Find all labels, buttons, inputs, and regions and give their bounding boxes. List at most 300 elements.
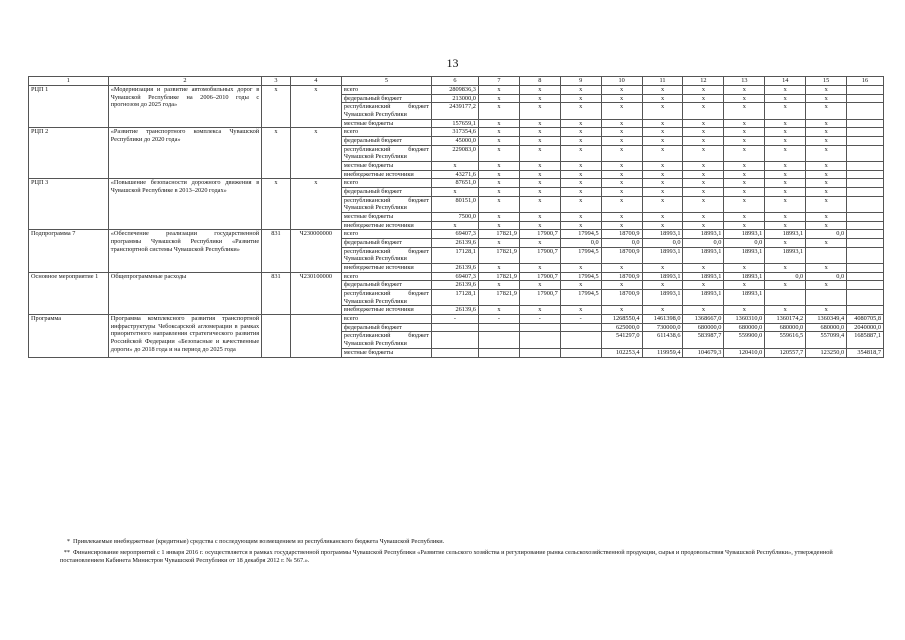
amount-cell: х	[806, 306, 847, 315]
amount-cell: 2040000,0	[847, 323, 884, 332]
amount-cell: х	[806, 137, 847, 146]
amount-cell: х	[806, 128, 847, 137]
funding-source: республиканский бюджет Чувашской Республики	[341, 145, 431, 161]
amount-cell: 1360310,0	[724, 315, 765, 324]
funding-source: республиканский бюджет Чувашской Республики	[341, 196, 431, 212]
amount-cell	[806, 290, 847, 306]
amount-cell: х	[519, 196, 560, 212]
amount-cell: х	[724, 221, 765, 230]
amount-cell: х	[724, 264, 765, 273]
amount-cell: 611438,6	[642, 332, 683, 348]
funding-source: федеральный бюджет	[341, 137, 431, 146]
amount-cell: х	[560, 145, 601, 161]
amount-cell: х	[601, 179, 642, 188]
amount-cell: х	[765, 128, 806, 137]
column-number: 9	[560, 77, 601, 86]
amount-cell: х	[560, 128, 601, 137]
amount-cell: 317354,6	[431, 128, 478, 137]
amount-cell: 18993,1	[724, 247, 765, 263]
program-code: РЦП 3	[29, 179, 109, 230]
funding-source: внебюджетные источники	[341, 170, 431, 179]
amount-cell: 18700,9	[601, 272, 642, 281]
footnote	[60, 549, 860, 565]
amount-cell: х	[724, 103, 765, 119]
amount-cell: 0,0	[683, 239, 724, 248]
responsible-code: 831	[262, 230, 291, 272]
amount-cell: х	[478, 239, 519, 248]
amount-cell: 680000,0	[806, 323, 847, 332]
amount-cell: 26139,6	[431, 239, 478, 248]
amount-cell: х	[478, 196, 519, 212]
amount-cell: х	[601, 128, 642, 137]
amount-cell: х	[601, 213, 642, 222]
amount-cell	[478, 323, 519, 332]
program-name: Программа комплексного развития транспортной инфраструктуры Чебоксарской агломерации в рамках приоритетного направления стратегического развития Российской Федерации «Безопасные и качественные дороги» до 2018 года и на период до 2025 года	[108, 315, 261, 357]
funding-source: федеральный бюджет	[341, 239, 431, 248]
amount-cell: х	[519, 239, 560, 248]
budget-code: Ч230000000	[290, 230, 341, 272]
amount-cell: 17821,9	[478, 290, 519, 306]
amount-cell: 17821,9	[478, 272, 519, 281]
amount-cell: х	[642, 306, 683, 315]
amount-cell: х	[519, 86, 560, 95]
amount-cell: х	[806, 281, 847, 290]
amount-cell: х	[806, 170, 847, 179]
amount-cell: 17900,7	[519, 247, 560, 263]
amount-cell: х	[642, 86, 683, 95]
column-number: 1	[29, 77, 109, 86]
table-row	[29, 128, 884, 137]
column-number: 4	[290, 77, 341, 86]
amount-cell: х	[683, 128, 724, 137]
amount-cell: х	[519, 213, 560, 222]
funding-source: внебюджетные источники	[341, 306, 431, 315]
amount-cell: х	[765, 213, 806, 222]
amount-cell: 213000,0	[431, 94, 478, 103]
amount-cell: х	[724, 188, 765, 197]
amount-cell: 157659,1	[431, 119, 478, 128]
amount-cell: х	[478, 213, 519, 222]
amount-cell: 17900,7	[519, 290, 560, 306]
amount-cell: х	[683, 264, 724, 273]
column-number: 15	[806, 77, 847, 86]
footnote-mark: **	[63, 549, 70, 556]
amount-cell	[847, 94, 884, 103]
amount-cell: 0,0	[765, 272, 806, 281]
amount-cell: 18993,1	[683, 272, 724, 281]
amount-cell	[806, 247, 847, 263]
amount-cell: 18993,1	[642, 230, 683, 239]
amount-cell: х	[478, 94, 519, 103]
program-name: Общепрограммные расходы	[108, 272, 261, 314]
amount-cell	[847, 230, 884, 239]
program-name: «Развитие транспортного комплекса Чувашской Республики до 2020 года»	[108, 128, 261, 179]
amount-cell: 69407,3	[431, 272, 478, 281]
amount-cell: 104679,3	[683, 348, 724, 357]
amount-cell	[847, 119, 884, 128]
amount-cell: х	[478, 119, 519, 128]
amount-cell: 1368667,0	[683, 315, 724, 324]
amount-cell: х	[601, 221, 642, 230]
amount-cell: 18700,9	[601, 247, 642, 263]
amount-cell: х	[806, 103, 847, 119]
amount-cell: х	[601, 145, 642, 161]
amount-cell: х	[642, 128, 683, 137]
amount-cell: х	[519, 128, 560, 137]
amount-cell	[847, 179, 884, 188]
amount-cell: х	[765, 137, 806, 146]
amount-cell: х	[478, 137, 519, 146]
table-row	[29, 230, 884, 239]
amount-cell: х	[765, 119, 806, 128]
budget-code: х	[290, 128, 341, 179]
amount-cell: 0,0	[601, 239, 642, 248]
amount-cell: х	[642, 188, 683, 197]
amount-cell: х	[683, 196, 724, 212]
amount-cell: х	[601, 281, 642, 290]
amount-cell: 1360174,2	[765, 315, 806, 324]
amount-cell: 680000,0	[683, 323, 724, 332]
column-number-row	[29, 77, 884, 86]
amount-cell: 69407,3	[431, 230, 478, 239]
amount-cell: 26139,6	[431, 264, 478, 273]
amount-cell	[560, 323, 601, 332]
amount-cell	[431, 323, 478, 332]
amount-cell	[847, 239, 884, 248]
amount-cell: х	[724, 128, 765, 137]
table-row	[29, 86, 884, 95]
amount-cell: 17900,7	[519, 272, 560, 281]
amount-cell: 0,0	[642, 239, 683, 248]
amount-cell: х	[601, 86, 642, 95]
amount-cell: х	[478, 145, 519, 161]
budget-code: Ч230100000	[290, 272, 341, 314]
amount-cell: х	[431, 188, 478, 197]
amount-cell: 17128,1	[431, 290, 478, 306]
responsible-code: х	[262, 128, 291, 179]
amount-cell: 123250,0	[806, 348, 847, 357]
amount-cell: х	[478, 86, 519, 95]
amount-cell	[519, 348, 560, 357]
amount-cell	[478, 348, 519, 357]
amount-cell: х	[683, 281, 724, 290]
amount-cell: х	[560, 281, 601, 290]
amount-cell: 18993,1	[642, 272, 683, 281]
amount-cell: 43271,6	[431, 170, 478, 179]
responsible-code: 831	[262, 272, 291, 314]
amount-cell: х	[806, 94, 847, 103]
amount-cell: х	[683, 188, 724, 197]
amount-cell: 18700,9	[601, 290, 642, 306]
amount-cell: 0,0	[806, 272, 847, 281]
amount-cell: х	[724, 86, 765, 95]
amount-cell: 18993,1	[642, 247, 683, 263]
amount-cell: х	[478, 221, 519, 230]
amount-cell: 17900,7	[519, 230, 560, 239]
amount-cell: 18993,1	[642, 290, 683, 306]
amount-cell: х	[765, 145, 806, 161]
amount-cell: х	[683, 86, 724, 95]
amount-cell: х	[724, 306, 765, 315]
amount-cell	[431, 332, 478, 348]
amount-cell: х	[478, 103, 519, 119]
amount-cell: х	[683, 162, 724, 171]
amount-cell: х	[765, 170, 806, 179]
amount-cell: 680000,0	[765, 323, 806, 332]
column-number: 6	[431, 77, 478, 86]
amount-cell: -	[478, 315, 519, 324]
amount-cell: 559616,5	[765, 332, 806, 348]
amount-cell: 18993,1	[724, 290, 765, 306]
amount-cell: х	[765, 281, 806, 290]
amount-cell: х	[724, 170, 765, 179]
amount-cell	[560, 332, 601, 348]
amount-cell: 18993,1	[724, 272, 765, 281]
amount-cell: х	[431, 221, 478, 230]
amount-cell: х	[519, 119, 560, 128]
program-code: Программа	[29, 315, 109, 357]
amount-cell: х	[642, 213, 683, 222]
amount-cell: х	[519, 137, 560, 146]
amount-cell: х	[601, 196, 642, 212]
amount-cell: х	[765, 94, 806, 103]
amount-cell: 0,0	[724, 239, 765, 248]
budget-code	[290, 315, 341, 357]
funding-source: всего	[341, 315, 431, 324]
amount-cell: х	[560, 196, 601, 212]
amount-cell: х	[683, 94, 724, 103]
amount-cell: 1360349,4	[806, 315, 847, 324]
amount-cell: 18993,1	[683, 247, 724, 263]
amount-cell: х	[560, 188, 601, 197]
funding-source: республиканский бюджет Чувашской Республики	[341, 332, 431, 348]
footnote-mark: *	[66, 538, 70, 545]
amount-cell: х	[601, 119, 642, 128]
budget-code: х	[290, 179, 341, 230]
amount-cell: х	[683, 103, 724, 119]
amount-cell: х	[642, 221, 683, 230]
amount-cell: х	[683, 213, 724, 222]
amount-cell: х	[519, 306, 560, 315]
amount-cell: х	[601, 162, 642, 171]
budget-code: х	[290, 86, 341, 128]
amount-cell	[478, 332, 519, 348]
responsible-code: х	[262, 179, 291, 230]
amount-cell: х	[683, 119, 724, 128]
table-row	[29, 315, 884, 324]
amount-cell: х	[724, 179, 765, 188]
amount-cell: х	[806, 239, 847, 248]
footnote-text: Привлекаемые внебюджетные (кредитные) средства с последующим возмещением из республиканского бюджета Чувашской Республики.	[73, 538, 445, 545]
amount-cell: х	[765, 196, 806, 212]
amount-cell: х	[560, 94, 601, 103]
funding-source: внебюджетные источники	[341, 264, 431, 273]
amount-cell: х	[642, 94, 683, 103]
amount-cell	[847, 137, 884, 146]
amount-cell: х	[806, 196, 847, 212]
amount-cell	[847, 128, 884, 137]
amount-cell: 87651,0	[431, 179, 478, 188]
funding-table	[28, 76, 884, 358]
amount-cell: х	[765, 179, 806, 188]
amount-cell: х	[724, 145, 765, 161]
amount-cell: 18700,9	[601, 230, 642, 239]
funding-source: федеральный бюджет	[341, 323, 431, 332]
amount-cell: 18993,1	[683, 290, 724, 306]
amount-cell: х	[601, 137, 642, 146]
amount-cell: 541297,0	[601, 332, 642, 348]
amount-cell	[431, 348, 478, 357]
funding-source: всего	[341, 230, 431, 239]
funding-source: всего	[341, 128, 431, 137]
amount-cell: 354818,7	[847, 348, 884, 357]
amount-cell: 18993,1	[765, 230, 806, 239]
amount-cell	[847, 213, 884, 222]
amount-cell: х	[560, 86, 601, 95]
responsible-code: х	[262, 86, 291, 128]
amount-cell: х	[765, 86, 806, 95]
amount-cell: х	[724, 281, 765, 290]
amount-cell	[519, 332, 560, 348]
amount-cell	[847, 290, 884, 306]
amount-cell: х	[683, 179, 724, 188]
amount-cell: 2809836,3	[431, 86, 478, 95]
amount-cell	[847, 221, 884, 230]
page-number: 13	[446, 56, 459, 70]
column-number: 5	[341, 77, 431, 86]
amount-cell: х	[765, 306, 806, 315]
responsible-code	[262, 315, 291, 357]
amount-cell: х	[642, 196, 683, 212]
program-code: РЦП 1	[29, 86, 109, 128]
amount-cell: х	[478, 170, 519, 179]
amount-cell	[765, 290, 806, 306]
amount-cell: х	[724, 119, 765, 128]
funding-source: местные бюджеты	[341, 162, 431, 171]
amount-cell: х	[683, 137, 724, 146]
amount-cell	[847, 281, 884, 290]
amount-cell: х	[478, 179, 519, 188]
amount-cell	[847, 196, 884, 212]
amount-cell: х	[806, 264, 847, 273]
amount-cell	[847, 162, 884, 171]
amount-cell: 80151,0	[431, 196, 478, 212]
amount-cell: х	[806, 213, 847, 222]
amount-cell: х	[642, 281, 683, 290]
footnote-text: Финансирование мероприятий с 1 января 2016 г. осуществляется в рамках государственной программы Чувашской Республики «Развитие сельского хозяйства и регулирование рынка сельскохозяйственной продукции, сырья и продовольствия Чувашской Республики», утвержденной постановлением Кабинета Министров Чувашской Республики от 18 декабря 2012 г. № 567.».	[60, 549, 833, 565]
amount-cell: х	[478, 128, 519, 137]
amount-cell: 120557,7	[765, 348, 806, 357]
amount-cell: х	[560, 119, 601, 128]
amount-cell: 26139,6	[431, 281, 478, 290]
amount-cell	[847, 264, 884, 273]
footnote	[60, 538, 860, 546]
amount-cell: х	[560, 162, 601, 171]
amount-cell: х	[765, 188, 806, 197]
amount-cell: х	[642, 264, 683, 273]
amount-cell: х	[601, 170, 642, 179]
amount-cell: х	[765, 239, 806, 248]
program-code: РЦП 2	[29, 128, 109, 179]
amount-cell: х	[519, 103, 560, 119]
amount-cell: 625000,0	[601, 323, 642, 332]
funding-source: всего	[341, 179, 431, 188]
amount-cell: -	[431, 315, 478, 324]
amount-cell	[847, 86, 884, 95]
amount-cell	[847, 188, 884, 197]
amount-cell: х	[724, 137, 765, 146]
amount-cell: 17821,9	[478, 247, 519, 263]
amount-cell: 17128,1	[431, 247, 478, 263]
amount-cell: 26139,6	[431, 306, 478, 315]
amount-cell: х	[724, 196, 765, 212]
amount-cell: х	[519, 162, 560, 171]
amount-cell: х	[765, 103, 806, 119]
amount-cell: х	[560, 103, 601, 119]
amount-cell: х	[642, 103, 683, 119]
amount-cell: х	[601, 188, 642, 197]
amount-cell: 17821,9	[478, 230, 519, 239]
amount-cell: х	[601, 103, 642, 119]
amount-cell: х	[765, 264, 806, 273]
amount-cell: х	[642, 162, 683, 171]
funding-source: местные бюджеты	[341, 119, 431, 128]
amount-cell: 120410,0	[724, 348, 765, 357]
funding-source: федеральный бюджет	[341, 188, 431, 197]
amount-cell	[847, 103, 884, 119]
amount-cell: х	[642, 170, 683, 179]
funding-source: республиканский бюджет Чувашской Республики	[341, 247, 431, 263]
amount-cell: х	[478, 306, 519, 315]
amount-cell: х	[642, 137, 683, 146]
column-number: 3	[262, 77, 291, 86]
program-code: Основное мероприятие 1	[29, 272, 109, 314]
column-number: 2	[108, 77, 261, 86]
amount-cell: х	[806, 145, 847, 161]
column-number: 14	[765, 77, 806, 86]
amount-cell: 4080705,8	[847, 315, 884, 324]
amount-cell: 7500,0	[431, 213, 478, 222]
amount-cell: х	[560, 170, 601, 179]
amount-cell: х	[478, 264, 519, 273]
amount-cell: 102253,4	[601, 348, 642, 357]
amount-cell: 18993,1	[724, 230, 765, 239]
amount-cell: 45000,0	[431, 137, 478, 146]
amount-cell: х	[519, 170, 560, 179]
column-number: 13	[724, 77, 765, 86]
amount-cell: х	[806, 179, 847, 188]
funding-source: федеральный бюджет	[341, 281, 431, 290]
amount-cell: х	[642, 145, 683, 161]
amount-cell: 0,0	[560, 239, 601, 248]
amount-cell	[847, 306, 884, 315]
amount-cell: 583987,7	[683, 332, 724, 348]
amount-cell	[560, 348, 601, 357]
amount-cell: х	[478, 162, 519, 171]
amount-cell	[519, 323, 560, 332]
funding-source: всего	[341, 86, 431, 95]
amount-cell: х	[683, 145, 724, 161]
funding-source: республиканский бюджет Чувашской Республики	[341, 290, 431, 306]
amount-cell: 17994,5	[560, 230, 601, 239]
amount-cell: х	[431, 162, 478, 171]
amount-cell: х	[642, 179, 683, 188]
amount-cell: х	[519, 94, 560, 103]
amount-cell: х	[724, 94, 765, 103]
amount-cell: х	[806, 119, 847, 128]
amount-cell: х	[560, 221, 601, 230]
amount-cell: х	[519, 264, 560, 273]
